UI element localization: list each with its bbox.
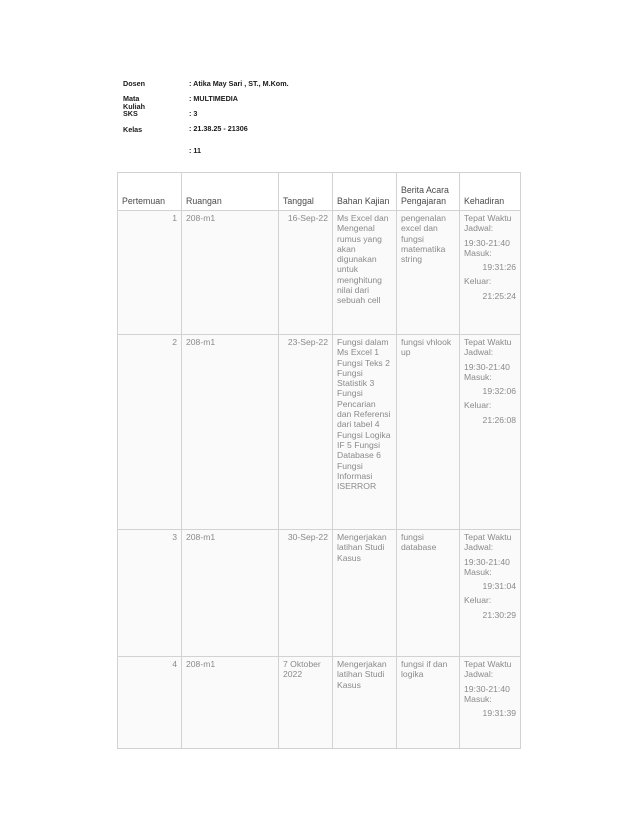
schedule-label: Jadwal: <box>464 223 494 234</box>
cell-tanggal: 23-Sep-22 <box>279 335 333 530</box>
schedule-label: Jadwal: <box>464 669 494 680</box>
checkout-label: Keluar: <box>464 400 492 411</box>
schedule-time: 19:30-21:40 <box>464 556 510 567</box>
header-pertemuan: Pertemuan <box>118 173 182 211</box>
checkin-time: 19:31:04 <box>482 581 516 592</box>
header-ruangan: Ruangan <box>182 173 279 211</box>
cell-berita-acara: fungsi vhlook up <box>397 335 460 530</box>
checkin-label: Masuk: <box>464 566 492 577</box>
cell-kehadiran <box>460 657 521 749</box>
info-label: Dosen <box>123 79 145 88</box>
info-label: SKS <box>123 109 138 118</box>
cell-tanggal: 7 Oktober 2022 <box>279 657 333 749</box>
attendance-status: Tepat Waktu <box>464 659 512 669</box>
cell-ruangan: 208-m1 <box>182 657 279 749</box>
cell-ruangan: 208-m1 <box>182 530 279 657</box>
schedule-time: 19:30-21:40 <box>464 361 510 372</box>
attendance-status: Tepat Waktu <box>464 213 512 223</box>
cell-ruangan: 208-m1 <box>182 211 279 335</box>
cell-pertemuan: 1 <box>118 211 182 335</box>
header-tanggal: Tanggal <box>279 173 333 211</box>
table-row <box>118 530 521 657</box>
checkout-label: Keluar: <box>464 595 492 606</box>
schedule-time: 19:30-21:40 <box>464 237 510 248</box>
cell-tanggal: 30-Sep-22 <box>279 530 333 657</box>
checkin-label: Masuk: <box>464 247 492 258</box>
info-value: : Atika May Sari , ST., M.Kom. <box>189 79 289 88</box>
cell-ruangan: 208-m1 <box>182 335 279 530</box>
checkin-label: Masuk: <box>464 371 492 382</box>
cell-tanggal: 16-Sep-22 <box>279 211 333 335</box>
attendance-status: Tepat Waktu <box>464 337 512 347</box>
checkin-time: 19:31:26 <box>482 262 516 273</box>
table-header-row <box>118 173 521 211</box>
info-label: Mata Kuliah <box>123 94 145 111</box>
cell-berita-acara: pengenalan excel dan fungsi matematika string <box>397 211 460 335</box>
checkout-time: 21:25:24 <box>482 290 516 301</box>
cell-kehadiran <box>460 211 521 335</box>
header-kehadiran: Kehadiran <box>460 173 521 211</box>
schedule-label: Jadwal: <box>464 542 494 553</box>
cell-kehadiran <box>460 335 521 530</box>
cell-bahan-kajian: Mengerjakan latihan Studi Kasus <box>333 657 397 749</box>
cell-kehadiran <box>460 530 521 657</box>
attendance-table <box>117 172 521 749</box>
cell-bahan-kajian: Mengerjakan latihan Studi Kasus <box>333 530 397 657</box>
cell-berita-acara: fungsi database <box>397 530 460 657</box>
checkin-time: 19:32:06 <box>482 386 516 397</box>
table-row <box>118 335 521 530</box>
checkout-time: 21:30:29 <box>482 609 516 620</box>
cell-pertemuan: 3 <box>118 530 182 657</box>
schedule-label: Jadwal: <box>464 347 494 358</box>
info-value: : 21.38.25 - 21306 <box>189 124 248 133</box>
checkin-time: 19:31:39 <box>482 708 516 719</box>
checkin-label: Masuk: <box>464 693 492 704</box>
header-berita-acara: Berita Acara Pengajaran <box>397 173 460 211</box>
info-label: Kelas <box>123 125 143 134</box>
cell-pertemuan: 4 <box>118 657 182 749</box>
checkout-label: Keluar: <box>464 276 492 287</box>
info-value: : 11 <box>189 146 201 155</box>
table-row <box>118 657 521 749</box>
info-value: : 3 <box>189 109 198 118</box>
header-bahan-kajian: Bahan Kajian <box>333 173 397 211</box>
cell-berita-acara: fungsi if dan logika <box>397 657 460 749</box>
schedule-time: 19:30-21:40 <box>464 683 510 694</box>
table-row <box>118 211 521 335</box>
checkout-time: 21:26:08 <box>482 414 516 425</box>
cell-bahan-kajian: Fungsi dalam Ms Excel 1 Fungsi Teks 2 Fungsi Statistik 3 Fungsi Pencarian dan Referensi dari tabel 4 Fungsi Logika IF 5 Fungsi Database 6 Fungsi Informasi ISERROR <box>333 335 397 530</box>
info-value: : MULTIMEDIA <box>189 94 238 103</box>
attendance-status: Tepat Waktu <box>464 532 512 542</box>
cell-bahan-kajian: Ms Excel dan Mengenal rumus yang akan digunakan untuk menghitung nilai dari sebuah cell <box>333 211 397 335</box>
cell-pertemuan: 2 <box>118 335 182 530</box>
